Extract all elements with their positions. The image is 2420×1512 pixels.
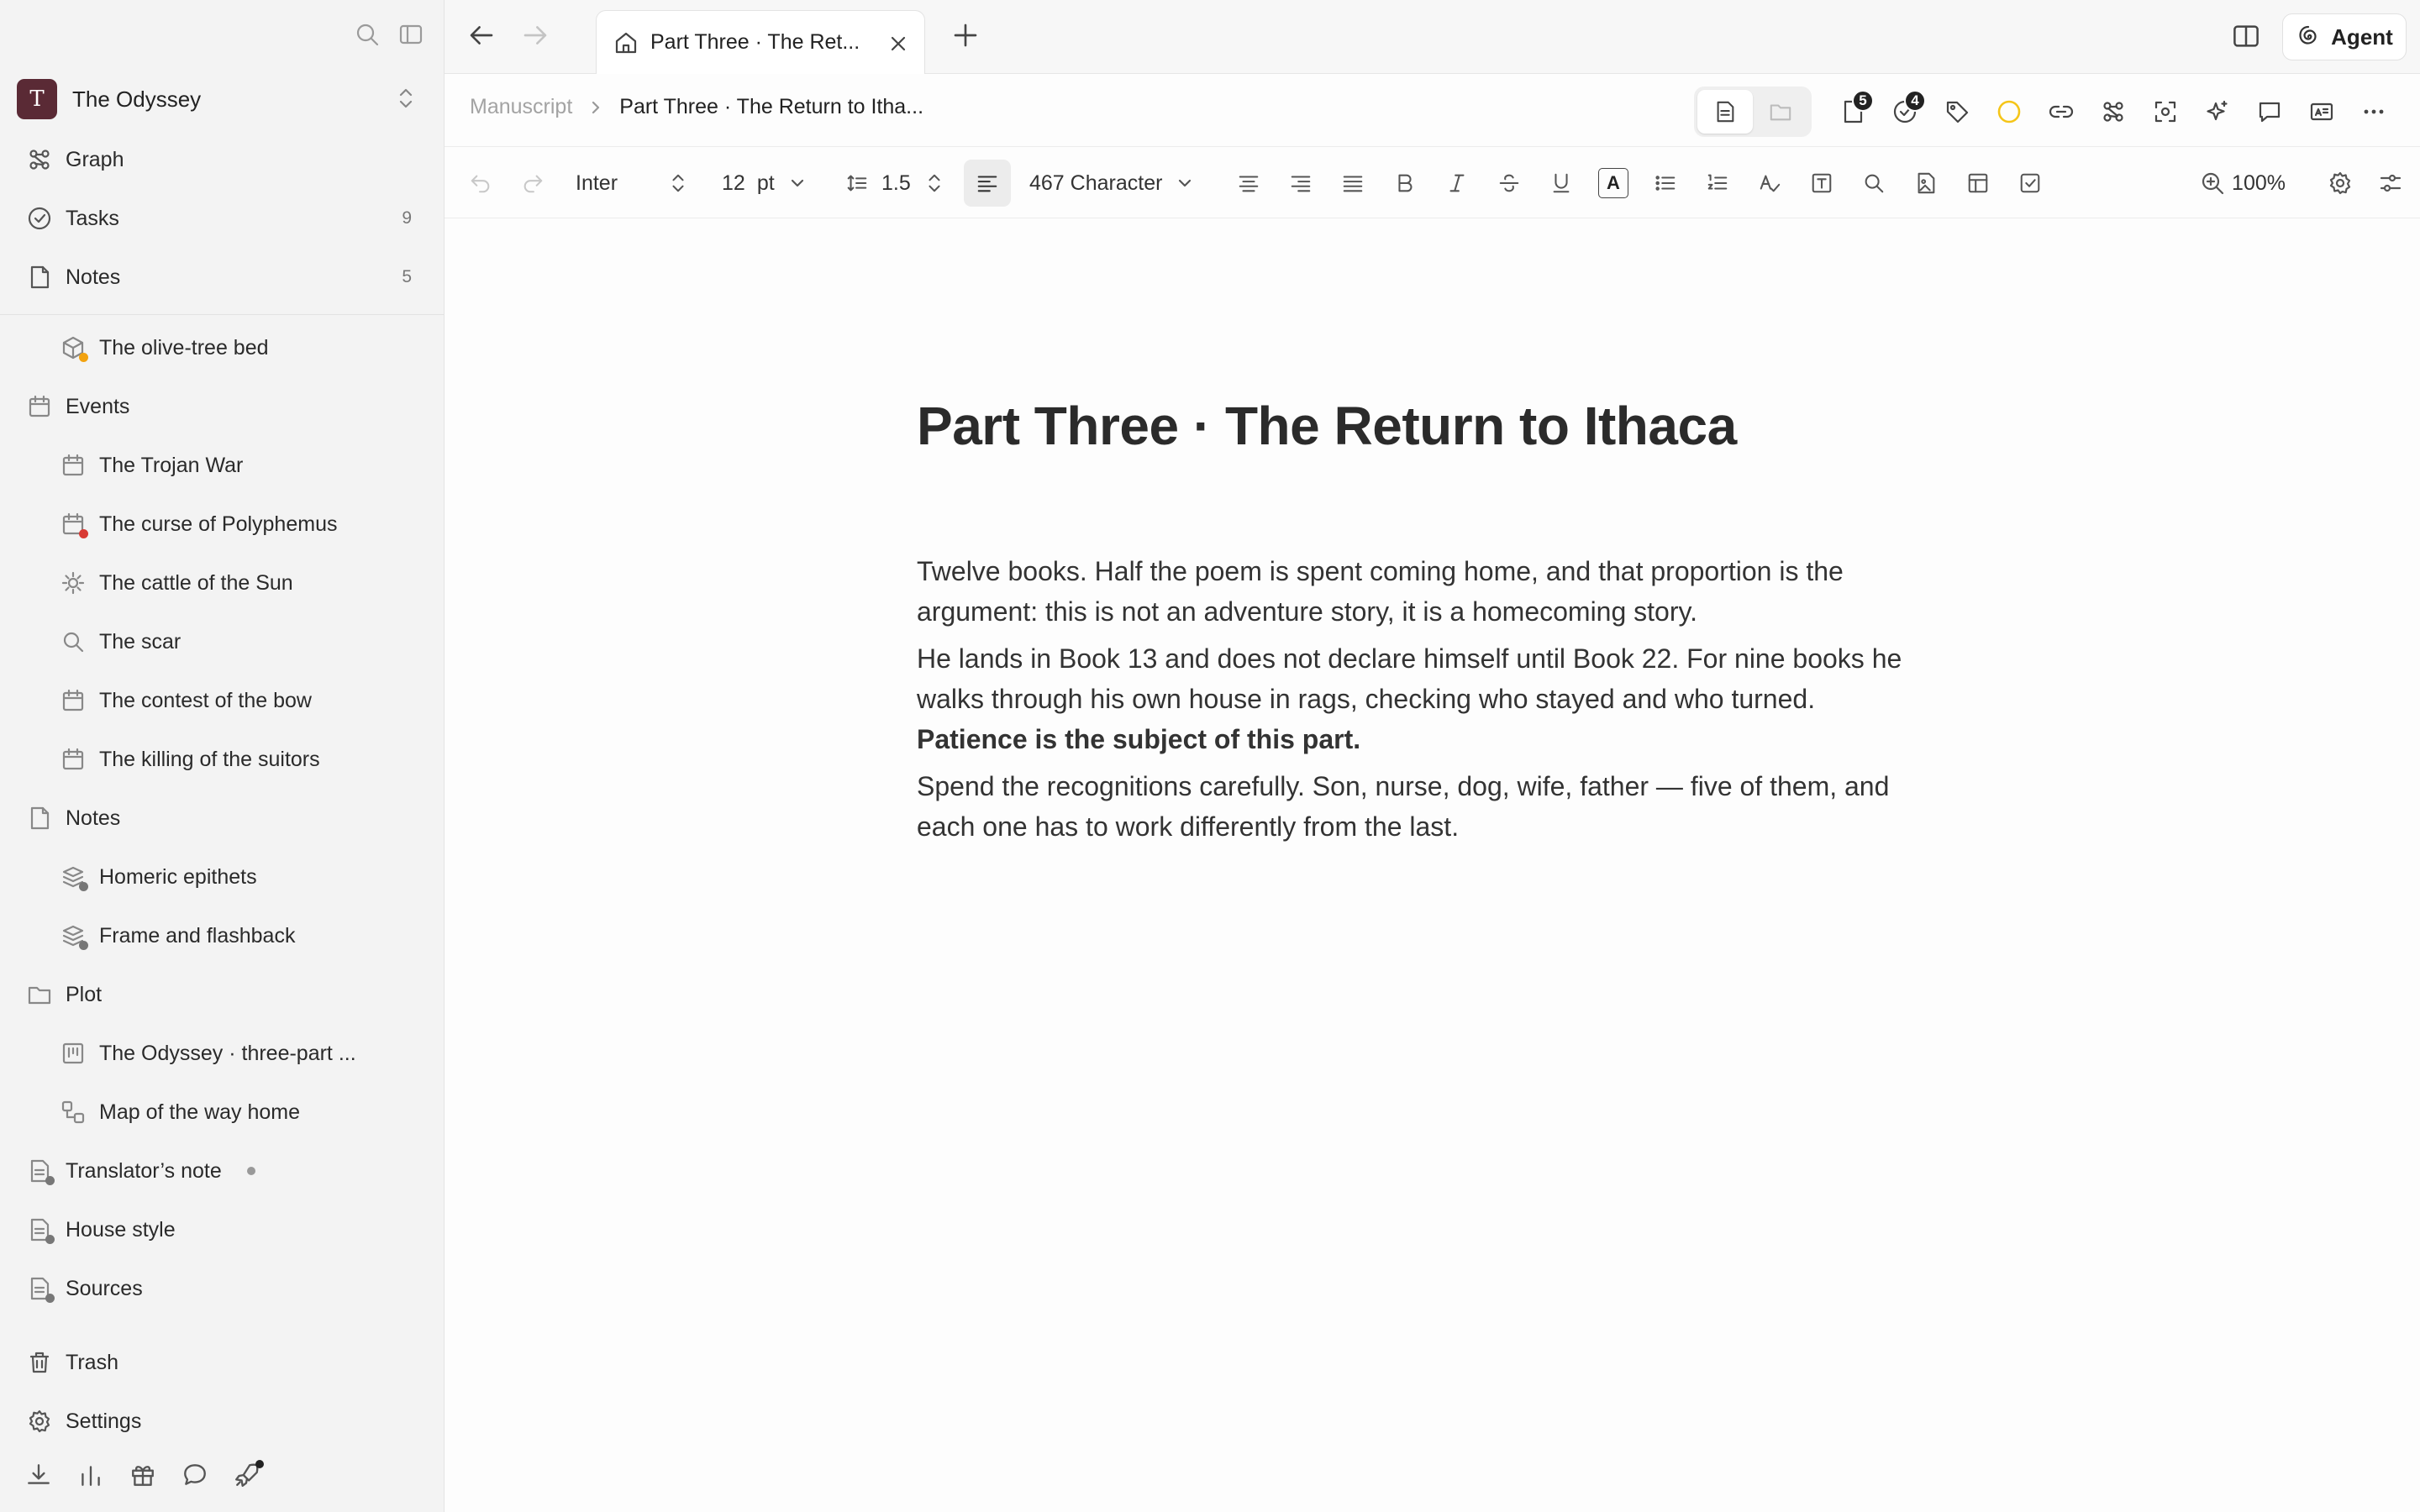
chart-icon[interactable]: [77, 1462, 104, 1488]
chevron-down-icon: [788, 174, 807, 192]
sidebar-item-notes[interactable]: [25, 254, 445, 301]
format-toolbar: [445, 148, 2420, 218]
main-area: [444, 0, 2420, 1512]
calendar-icon: [59, 451, 87, 480]
document-title[interactable]: Part Three · The Return to Ithaca: [917, 396, 1737, 456]
sidebar-toggle-icon[interactable]: [398, 22, 424, 47]
flow-icon: [59, 1098, 87, 1126]
workspace-name: The Odyssey: [72, 86, 202, 112]
sidebar: [0, 0, 444, 1512]
tree-item-label: Plot: [66, 982, 103, 1006]
tree-item[interactable]: [59, 912, 479, 959]
justify-icon[interactable]: [1327, 148, 1379, 218]
layers-icon: [59, 921, 87, 950]
tree-item[interactable]: [59, 501, 479, 548]
font-size-unit: pt: [756, 171, 775, 195]
sidebar-bottom-bar: [25, 1462, 260, 1488]
tree-group-notes[interactable]: [25, 795, 445, 842]
sidebar-item-graph[interactable]: [25, 136, 445, 183]
layers-icon: [59, 863, 87, 891]
notes-badge: 5: [1852, 90, 1874, 112]
document-icon: [25, 1274, 54, 1303]
chevron-updown-icon[interactable]: [668, 148, 688, 218]
focus-icon[interactable]: [2139, 88, 2191, 135]
align-left-button[interactable]: [961, 148, 1013, 218]
format-buttons: [1223, 148, 2056, 218]
home-icon: [613, 30, 639, 55]
line-height-value: 1.5: [881, 171, 911, 195]
chevron-down-icon: [1176, 174, 1194, 192]
tree-item-label: The Trojan War: [99, 453, 244, 477]
breadcrumb: [470, 95, 923, 119]
gift-icon[interactable]: [129, 1462, 156, 1488]
agent-button[interactable]: [2282, 13, 2407, 60]
document-header: [445, 75, 2420, 147]
tree-item[interactable]: [59, 853, 479, 900]
note-icon: [25, 263, 54, 291]
chevron-updown-icon: [395, 86, 417, 111]
tree-item[interactable]: [59, 736, 479, 783]
tree-item-label: Map of the way home: [99, 1100, 301, 1124]
sidebar-top-tools: [355, 22, 424, 47]
image-insert-icon[interactable]: [1900, 148, 1952, 218]
sidebar-divider: [0, 314, 444, 315]
tree-item-label: Sources: [66, 1276, 143, 1300]
tree-item[interactable]: [59, 1030, 479, 1077]
tree-item[interactable]: [25, 1147, 445, 1194]
note-icon: [25, 804, 54, 832]
bold-icon[interactable]: [1379, 148, 1431, 218]
tree-item-label: Events: [66, 394, 130, 418]
italic-icon[interactable]: [1431, 148, 1483, 218]
tree-item-label: Frame and flashback: [99, 923, 296, 948]
align-center-icon[interactable]: [1223, 148, 1275, 218]
tree-item-label: The Odyssey · three-part ...: [99, 1041, 356, 1065]
task-count: 9: [402, 208, 412, 228]
undo-icon[interactable]: [455, 148, 507, 218]
document-body[interactable]: [917, 395, 1925, 847]
breadcrumb-parent[interactable]: Manuscript: [470, 95, 573, 118]
tree-item[interactable]: [59, 1089, 479, 1136]
close-icon[interactable]: [887, 33, 909, 55]
tree-item-label: Translator’s note: [66, 1158, 222, 1183]
workspace-switcher[interactable]: [17, 81, 417, 118]
status-circle-icon[interactable]: [1983, 88, 2035, 135]
text-box-icon[interactable]: [1796, 148, 1848, 218]
tree-item-label: The cattle of the Sun: [99, 570, 293, 595]
sparkle-icon[interactable]: [2191, 88, 2244, 135]
numbered-list-icon[interactable]: [1691, 148, 1744, 218]
sidebar-item-label: Notes: [66, 265, 121, 289]
folder-icon: [25, 980, 54, 1009]
trash-icon: [25, 1348, 54, 1377]
cube-icon: [59, 333, 87, 362]
workspace-avatar: T: [17, 79, 57, 119]
sidebar-item-settings[interactable]: [25, 1398, 445, 1445]
sidebar-item-label: Tasks: [66, 206, 119, 230]
bullet-list-icon[interactable]: [1639, 148, 1691, 218]
align-left-icon: [964, 160, 1011, 207]
chevron-right-icon: [587, 99, 604, 116]
paragraph-bold-text: Patience is the subject of this part.: [917, 724, 1361, 754]
history-group: [455, 148, 559, 218]
sidebar-item-label: Settings: [66, 1409, 142, 1433]
zoom-value: 100%: [2232, 171, 2286, 195]
table-icon[interactable]: [1952, 148, 2004, 218]
tab-active[interactable]: [596, 10, 925, 74]
paragraph-text: He lands in Book 13 and does not declare himself until Book 22. For nine books he walks through his own house in rags, checking who stayed and who turned.: [917, 643, 1902, 714]
folder-view-icon[interactable]: [1753, 90, 1808, 134]
underline-icon[interactable]: [1535, 148, 1587, 218]
zoom-control[interactable]: [2200, 148, 2286, 218]
spiral-icon: [2296, 24, 2321, 50]
align-right-icon[interactable]: [1275, 148, 1327, 218]
find-icon[interactable]: [1848, 148, 1900, 218]
checkbox-icon[interactable]: [2004, 148, 2056, 218]
tab-bar: [445, 0, 2420, 74]
tree-group-plot[interactable]: [25, 971, 445, 1018]
task-check-icon: [25, 204, 54, 233]
back-arrow-icon[interactable]: [466, 20, 497, 50]
paragraph[interactable]: Twelve books. Half the poem is spent coming home, and that proportion is the argument: this is not an adventure story, it is a homecoming story.: [917, 556, 1844, 627]
sidebar-item-trash[interactable]: [25, 1339, 445, 1386]
tree-group-events[interactable]: [25, 383, 445, 430]
view-mode-toggle: [1694, 87, 1812, 137]
more-icon[interactable]: [2348, 88, 2400, 135]
calendar-icon: [59, 510, 87, 538]
sidebar-item-tasks[interactable]: [25, 195, 445, 242]
sidebar-item-label: Trash: [66, 1350, 118, 1374]
tree-item-label: Notes: [66, 806, 121, 830]
redo-icon[interactable]: [507, 148, 559, 218]
link-icon[interactable]: [2035, 88, 2087, 135]
tree-item[interactable]: [25, 1265, 445, 1312]
tree-item[interactable]: [59, 618, 479, 665]
rocket-icon[interactable]: [234, 1462, 260, 1488]
calendar-icon: [25, 392, 54, 421]
paragraph[interactable]: [917, 638, 1925, 759]
search-icon: [59, 627, 87, 656]
tree-item[interactable]: [59, 324, 479, 371]
tree-item-label: The scar: [99, 629, 182, 654]
tree-item-label: The killing of the suitors: [99, 747, 320, 771]
tree-item[interactable]: [59, 559, 479, 606]
font-family-value: Inter: [576, 171, 618, 195]
breadcrumb-current[interactable]: Part Three · The Return to Itha...: [619, 95, 924, 118]
board-icon: [59, 1039, 87, 1068]
calendar-icon: [59, 745, 87, 774]
chat-icon[interactable]: [182, 1462, 208, 1488]
forward-arrow-icon[interactable]: [520, 20, 550, 50]
sliders-icon[interactable]: [2378, 148, 2403, 218]
document-icon: [25, 1157, 54, 1185]
document-icon: [25, 1215, 54, 1244]
notes-icon[interactable]: [1827, 88, 1879, 135]
tasks-badge: 4: [1904, 90, 1926, 112]
new-tab-plus-icon[interactable]: [950, 20, 981, 50]
line-height-select[interactable]: [844, 148, 944, 218]
agent-label: Agent: [2331, 24, 2393, 50]
gear-icon[interactable]: [2328, 148, 2353, 218]
paragraph-style-select[interactable]: [1029, 148, 1194, 218]
document-view-icon[interactable]: [1697, 90, 1753, 134]
split-view-icon[interactable]: [2232, 22, 2260, 50]
graph-icon: [25, 145, 54, 174]
sidebar-item-label: Graph: [66, 147, 124, 171]
tree-item[interactable]: [25, 1206, 445, 1253]
unsaved-dot: [247, 1167, 255, 1175]
calendar-icon: [59, 686, 87, 715]
tab-title: Part Three · The Ret...: [650, 30, 860, 54]
line-height-icon: [844, 171, 870, 195]
id-card-icon[interactable]: [2296, 88, 2348, 135]
tree-item[interactable]: [59, 442, 479, 489]
sun-icon: [59, 569, 87, 597]
tasks-icon[interactable]: [1879, 88, 1931, 135]
gear-icon: [25, 1407, 54, 1436]
paragraph-style-value: 467 Character: [1029, 171, 1163, 195]
text-color-icon[interactable]: A: [1587, 148, 1639, 218]
zoom-in-icon: [2200, 171, 2225, 196]
font-size-select[interactable]: [722, 148, 807, 218]
comment-icon[interactable]: [2244, 88, 2296, 135]
graph-icon[interactable]: [2087, 88, 2139, 135]
header-actions: [1694, 87, 2400, 137]
font-size-value: 12: [722, 171, 745, 195]
paragraph[interactable]: Spend the recognitions carefully. Son, nurse, dog, wife, father — five of them, and each one has to work differently from the last.: [917, 771, 1890, 842]
search-icon[interactable]: [355, 22, 380, 47]
tree-item-label: The contest of the bow: [99, 688, 312, 712]
tag-icon[interactable]: [1931, 88, 1983, 135]
clear-format-icon[interactable]: [1744, 148, 1796, 218]
font-family-select[interactable]: [576, 148, 618, 218]
strikethrough-icon[interactable]: [1483, 148, 1535, 218]
chevron-updown-icon: [924, 171, 944, 195]
tree-item-label: House style: [66, 1217, 176, 1242]
tree-item-label: Homeric epithets: [99, 864, 257, 889]
download-icon[interactable]: [25, 1462, 52, 1488]
tree-item-label: The olive-tree bed: [99, 335, 269, 360]
tree-item[interactable]: [59, 677, 479, 724]
tree-item-label: The curse of Polyphemus: [99, 512, 338, 536]
note-count: 5: [402, 267, 412, 286]
